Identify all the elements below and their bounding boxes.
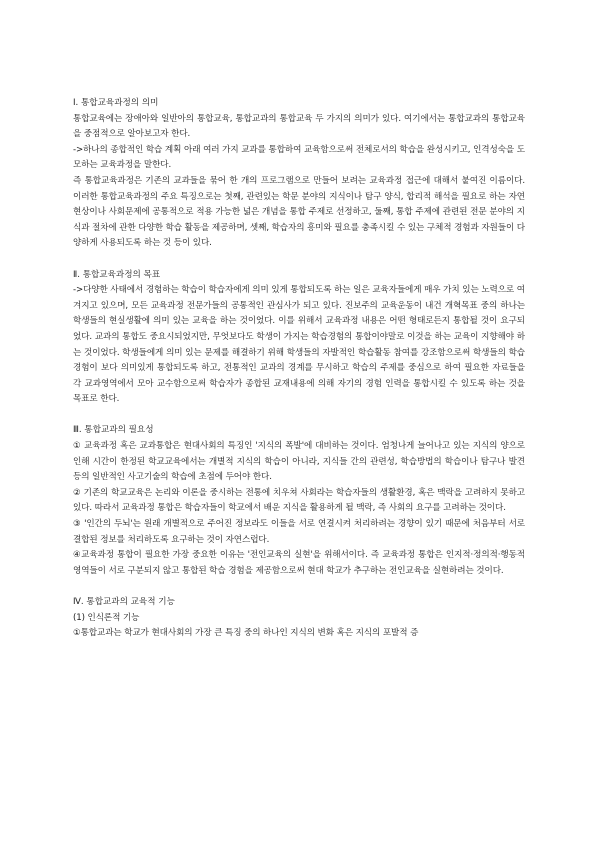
section-heading: Ⅳ. 통합교과의 교육적 기능 (73, 597, 175, 607)
section-spacer (73, 252, 525, 268)
paragraph: ④교육과정 통합이 필요한 가장 중요한 이유는 '전인교육의 실현'을 위해서이다. 즉 교육과정 통합은 인지적·정의적·행동적 영역들이 서로 구분되지 않고 통합된 학습 경험을 제공함으로써 현대 학교가 추구하는 전인교육을 실현하려는 것이다. (73, 550, 525, 576)
section-spacer (73, 408, 525, 424)
document-body (73, 96, 525, 642)
paragraph: 즉 통합교육과정은 기존의 교과들을 묶어 한 개의 프로그램으로 만들어 보려는 교육과정 접근에 대해서 붙여진 이름이다. 이러한 통합교육과정의 주요 특징으로는 첫째, 관련있는 학문 분야의 지식이나 탐구 양식, 합리적 해석을 필요로 하는 자연현상이나 사회문제에 공통적으로 적용 가능한 넓은 개념을 통합 주제로 선정하고, 둘째, 통합 주제에 관련된 전문 분야의 지식과 절차에 관한 다양한 학습 활동을 제공하며, 셋째, 학습자의 흥미와 필요를 충족시킬 수 있는 구체적 경험과 자원들이 다양하게 사용되도록 하는 것 등이 있다. (73, 175, 525, 249)
section-heading: Ⅰ. 통합교육과정의 의미 (73, 98, 159, 108)
paragraph: ->하나의 종합적인 학습 계획 아래 여러 가지 교과를 통합하여 교육함으로써 전체로서의 학습을 완성시키고, 인격성숙을 도모하는 교육과정을 말한다. (73, 144, 525, 171)
section-necessity (73, 423, 525, 579)
paragraph: 통합교육에는 장애아와 일반아의 통합교육, 통합교과의 통합교육 두 가지의 의미가 있다. 여기에서는 통합교과의 통합교육을 중점적으로 알아보고자 한다. (73, 113, 525, 140)
section-heading: Ⅲ. 통합교과의 필요성 (73, 425, 154, 436)
section-meaning (73, 96, 525, 252)
paragraph: ② 기존의 학교교육은 논리와 이론을 중시하는 전통에 치우쳐 사회라는 학습자들의 생활환경, 혹은 맥락을 고려하지 못하고 있다. 따라서 교육과정 통합은 학습자들이 학교에서 배운 지식을 활용하게 될 맥락, 즉 사회의 요구를 고려하는 것이다. (73, 487, 525, 514)
subheading: (1) 인식론적 기능 (73, 612, 140, 623)
section-functions (73, 595, 525, 642)
section-heading: Ⅱ. 통합교육과정의 목표 (73, 269, 161, 280)
paragraph: ① 교육과정 혹은 교과통합은 현대사회의 특징인 '지식의 폭발'에 대비하는 것이다. 엄청나게 늘어나고 있는 지식의 양으로 인해 시간이 한정된 학교교육에서는 개별적 지식의 학습이 아니라, 지식들 간의 관련성, 학습방법의 학습이나 탐구나 발견 등의 일반적인 사고기술의 학습에 초점에 두어야 한다. (73, 441, 525, 483)
paragraph: ①통합교과는 학교가 현대사회의 가장 큰 특징 중의 하나인 지식의 변화 혹은 지식의 포발적 증 (73, 628, 419, 639)
section-goals (73, 268, 525, 408)
section-spacer (73, 579, 525, 595)
paragraph: ③ '인간의 두뇌'는 원래 개별적으로 주어진 정보라도 이들을 서로 연결시켜 처리하려는 경향이 있기 때문에 처음부터 서로 결합된 정보를 처리하도록 요구하는 것이 자연스럽다. (73, 519, 525, 545)
paragraph: ->다양한 사태에서 경험하는 학습이 학습자에게 의미 있게 통합되도록 하는 일은 교육자들에게 매우 가치 있는 노력으로 여겨지고 있으며, 모든 교육과정 전문가들의 공통적인 관심사가 되고 있다. 진보주의 교육운동이 내건 개혁목표 중의 하나는 학생들의 현실생활에 의미 있는 교육을 하는 것이었다. 이를 위해서 교육과정 내용은 어떤 형태로든지 통합될 것이 요구되었다. 교과의 통합도 중요시되었지만, 무엇보다도 학생이 가지는 학습경험의 통합이야말로 이것을 하는 교육이 지향해야 하는 것이었다. 학생들에게 의미 있는 문제를 해결하기 위해 학생들의 자발적인 학습활동 참여를 강조함으로써 학생들의 학습경험이 보다 의미있게 통합되도록 하고, 전통적인 교과의 경계를 무시하고 학습의 주제를 중심으로 하여 필요한 자료들을 각 교과영역에서 모아 교수함으로써 학습자가 종합된 교재내용에 의해 자기의 경험 인력을 통합시킬 수 있도록 하는 것을 목표로 한다. (73, 285, 525, 405)
